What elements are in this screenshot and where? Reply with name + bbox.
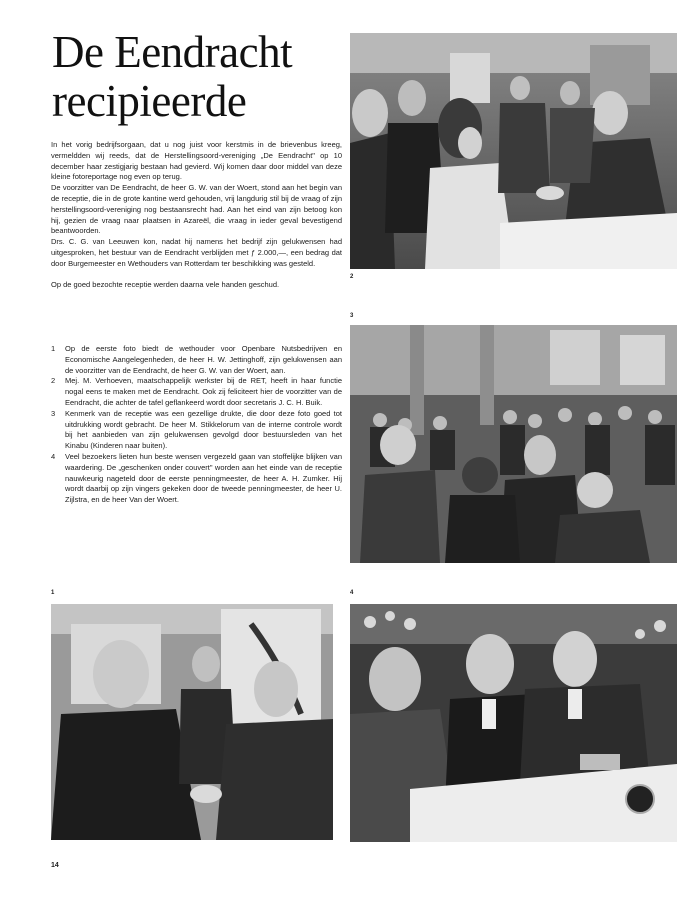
- caption-text: Kenmerk van de receptie was een gezellige drukte, die door deze foto goed tot uitdrukking wordt gebracht. De heer M. Stikkelorum van de interne controle wordt bij het aanbieden van zijn gelukwensen gevolgd door bestuursleden van het Kinabu (Kinderen naar buiten).: [65, 408, 342, 451]
- photo-alderman-handshake: [51, 604, 333, 840]
- caption-item: [51, 409, 342, 452]
- caption-number: 3: [51, 408, 56, 418]
- caption-item: [51, 376, 342, 408]
- page-number: 14: [51, 862, 59, 869]
- caption-number: 2: [51, 376, 56, 386]
- caption-number: 4: [51, 451, 56, 461]
- caption-number: 1: [51, 344, 56, 353]
- photo-crowded-reception: [350, 325, 677, 563]
- caption-text: Mej. M. Verhoeven, maatschappelijk werkster bij de RET, heeft in haar functie nogal eens te maken met de Eendracht. Ook zij feliciteert hier de voorzitter van de Eendracht, die achter de tafel geflankeerd wordt door secretaris J. C. H. Buik.: [65, 376, 342, 407]
- article-body: [51, 140, 342, 291]
- figure-number: 3: [350, 313, 354, 319]
- photo-handshake-woman: [350, 33, 677, 269]
- paragraph: Drs. C. G. van Leeuwen kon, nadat hij namens het bedrijf zijn gelukwensen had uitgesproken, het bestuur van de Eendracht verblijden met ƒ 2.000,—, een bedrag dat door Burgemeester en Wethouders van Rotterdam ter beschikking was gesteld.: [51, 237, 342, 268]
- caption-item: [51, 452, 342, 506]
- paragraph: De voorzitter van De Eendracht, de heer G. W. van der Woert, stond aan het begin van de receptie, die in de grote kantine werd gehouden, vrij langdurig stil bij de vraag of zijn herstellingsoord-vereniging nog bestaansrecht had. Aan het eind van zijn betoog kon hij, gezien de vraag naar plaatsen in Azareël, die vraag in ieder geval bevestigend beantwoorden.: [51, 183, 342, 236]
- title-line-2: recipieerde: [52, 76, 247, 126]
- photo-counting-gifts: [350, 604, 677, 842]
- figure-number: 4: [350, 590, 354, 596]
- figure-number: 1: [51, 590, 55, 596]
- figure-number: 2: [350, 274, 354, 280]
- caption-text: Op de eerste foto biedt de wethouder voor Openbare Nutsbedrijven en Economische Aangelegenheden, de heer H. W. Jettinghoff, zijn gelukwensen aan de voorzitter van de Eendracht, de heer G. W. van der Woert, aan.: [65, 344, 342, 375]
- caption-item: [51, 344, 342, 376]
- caption-text: Veel bezoekers lieten hun beste wensen vergezeld gaan van stoffelijke blijken van waardering. De „geschenken onder couvert" worden aan het einde van de receptie nauwkeurig nageteld door de eerste penningmeester, de heer A. H. Zumker. Hij wordt daarbij op zijn vingers gekeken door de tweede penningmeester, de heer U. Zijlstra, en de heer Van der Woert.: [65, 451, 342, 505]
- photo-captions: [51, 344, 342, 506]
- article-title: [52, 28, 342, 126]
- paragraph: In het vorig bedrijfsorgaan, dat u nog juist voor kerstmis in de brievenbus kreeg, vermeldden wij reeds, dat de Herstellingsoord-vereniging „De Eendracht" op 10 december haar zestigjarig bestaan had gevierd. Wij komen daar door middel van deze kleine fotoreportage nog even op terug.: [51, 140, 342, 182]
- title-line-1: De Eendracht: [52, 27, 293, 77]
- paragraph: Op de goed bezochte receptie werden daarna vele handen geschud.: [51, 280, 280, 290]
